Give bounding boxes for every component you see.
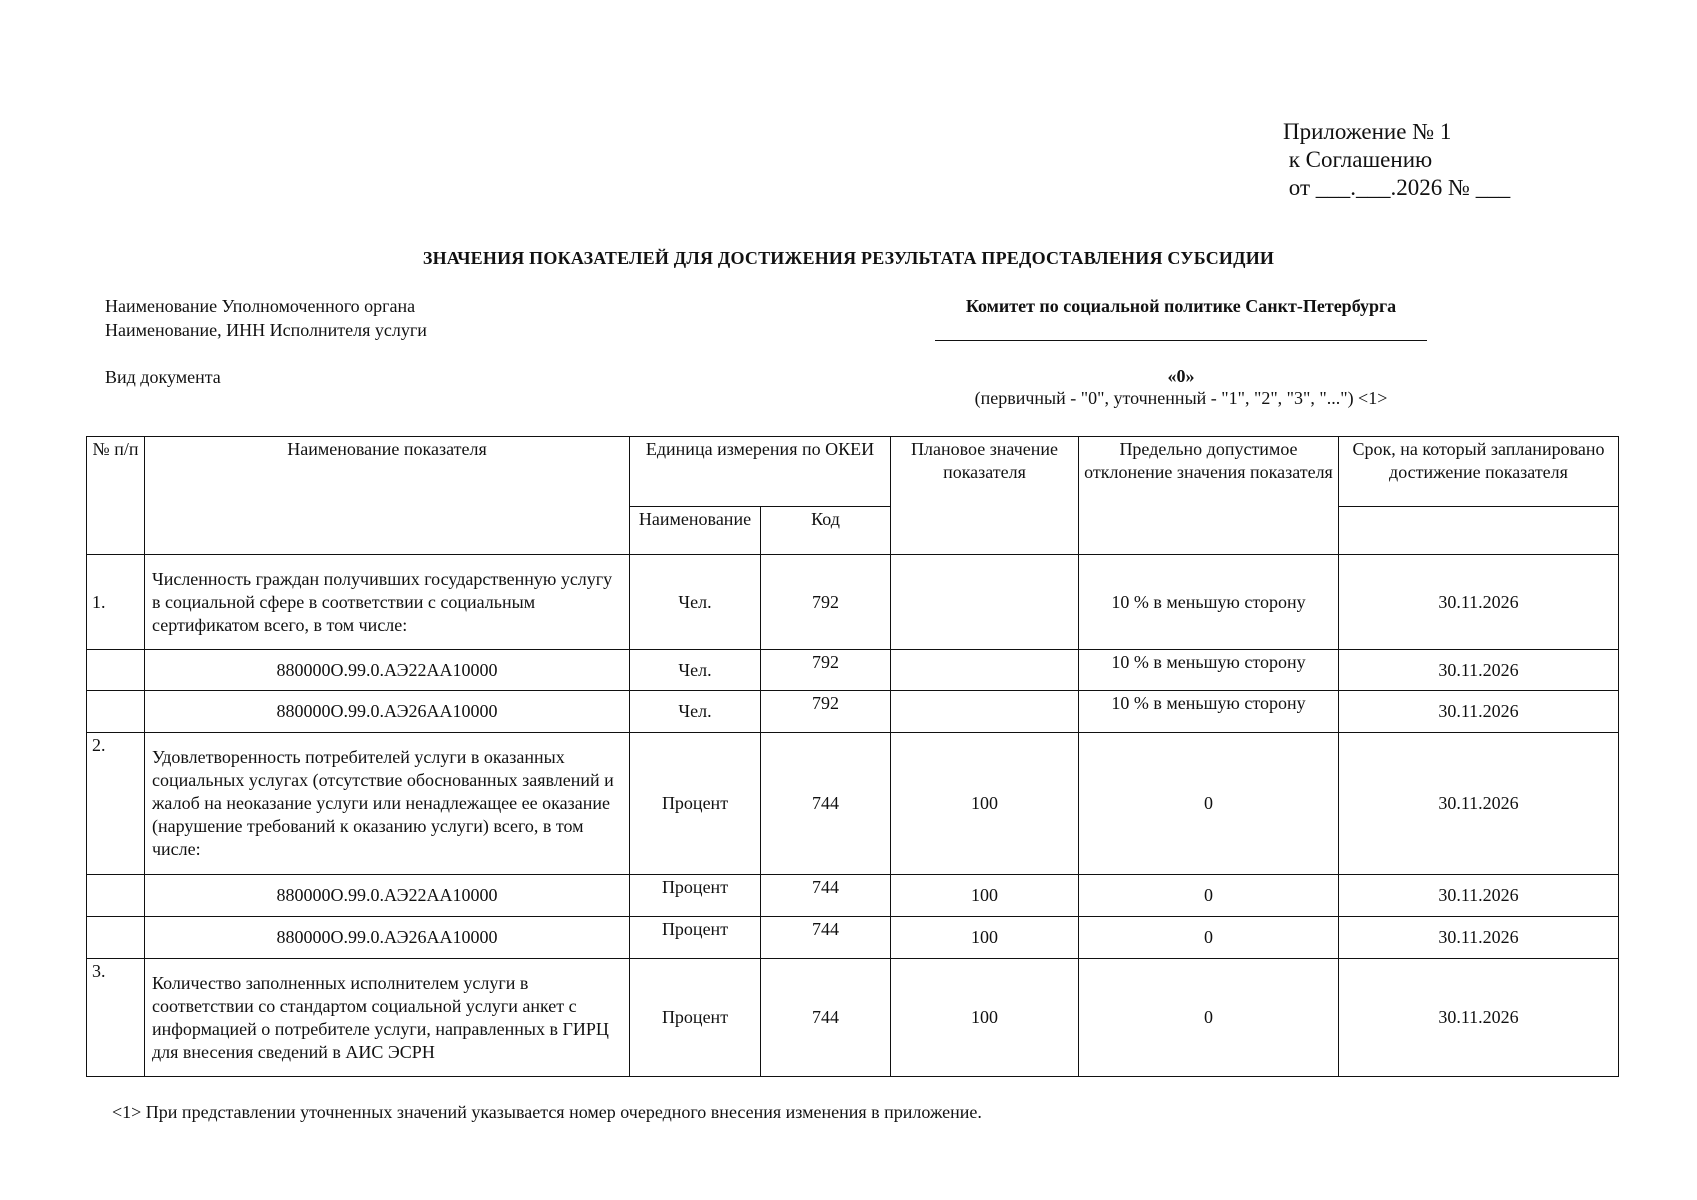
header-unit-name: Наименование xyxy=(630,507,761,555)
row-deviation: 10 % в меньшую сторону xyxy=(1079,691,1339,733)
row-name: Численность граждан получивших государственную услугу в социальной сфере в соответствии с социальным сертификатом всего, в том числе: xyxy=(145,555,630,650)
row-code: 792 xyxy=(761,691,891,733)
table-row xyxy=(87,650,1619,691)
appendix-line-1: Приложение № 1 xyxy=(1283,119,1452,144)
header-deadline-empty xyxy=(1339,507,1619,555)
row-deviation: 10 % в меньшую сторону xyxy=(1079,555,1339,650)
row-unit: Процент xyxy=(630,959,761,1077)
header-num: № п/п xyxy=(87,437,145,555)
header-name: Наименование показателя xyxy=(145,437,630,555)
table-row xyxy=(87,733,1619,875)
row-deviation: 0 xyxy=(1079,917,1339,959)
row-num: 1. xyxy=(87,555,145,650)
footnote: <1> При представлении уточненных значений указывается номер очередного внесения изменения в приложение. xyxy=(112,1102,982,1122)
row-deadline: 30.11.2026 xyxy=(1339,959,1619,1077)
executor-underline xyxy=(935,340,1427,341)
row-unit: Чел. xyxy=(630,555,761,650)
header-plan: Плановое значение показателя xyxy=(891,437,1079,555)
row-code: 792 xyxy=(761,555,891,650)
table-row xyxy=(87,959,1619,1077)
row-code: 744 xyxy=(761,959,891,1077)
row-deviation: 10 % в меньшую сторону xyxy=(1079,650,1339,691)
row-unit: Чел. xyxy=(630,650,761,691)
row-code: 744 xyxy=(761,917,891,959)
row-name: 880000О.99.0.АЭ26АА10000 xyxy=(145,917,630,959)
document-title: ЗНАЧЕНИЯ ПОКАЗАТЕЛЕЙ ДЛЯ ДОСТИЖЕНИЯ РЕЗУЛЬТАТА ПРЕДОСТАВЛЕНИЯ СУБСИДИИ xyxy=(422,248,1275,268)
authority-value: Комитет по социальной политике Санкт-Петербурга xyxy=(965,296,1397,316)
row-plan: 100 xyxy=(891,875,1079,917)
row-deadline: 30.11.2026 xyxy=(1339,917,1619,959)
header-deadline: Срок, на который запланировано достижение показателя xyxy=(1339,437,1619,507)
row-num xyxy=(87,917,145,959)
row-plan: 100 xyxy=(891,959,1079,1077)
header-deviation: Предельно допустимое отклонение значения показателя xyxy=(1079,437,1339,555)
table-row xyxy=(87,691,1619,733)
row-deadline: 30.11.2026 xyxy=(1339,691,1619,733)
row-code: 744 xyxy=(761,733,891,875)
row-num xyxy=(87,650,145,691)
row-plan: 100 xyxy=(891,733,1079,875)
row-code: 792 xyxy=(761,650,891,691)
row-deadline: 30.11.2026 xyxy=(1339,875,1619,917)
row-deviation: 0 xyxy=(1079,959,1339,1077)
row-deadline: 30.11.2026 xyxy=(1339,555,1619,650)
row-unit: Процент xyxy=(630,875,761,917)
doc-type-hint: (первичный - "0", уточненный - "1", "2", "3", "...") <1> xyxy=(974,388,1388,408)
row-unit: Процент xyxy=(630,917,761,959)
row-num: 2. xyxy=(87,733,145,875)
authority-label: Наименование Уполномоченного органа xyxy=(105,296,416,316)
row-plan xyxy=(891,650,1079,691)
row-deviation: 0 xyxy=(1079,733,1339,875)
table-row xyxy=(87,555,1619,650)
indicators-table xyxy=(86,436,1619,1077)
row-deviation: 0 xyxy=(1079,875,1339,917)
appendix-line-2: к Соглашению xyxy=(1283,147,1433,172)
doc-type-label: Вид документа xyxy=(105,367,221,387)
row-deadline: 30.11.2026 xyxy=(1339,650,1619,691)
header-unit-code: Код xyxy=(761,507,891,555)
appendix-line-3: от ___.___.2026 № ___ xyxy=(1283,175,1511,200)
row-name: 880000О.99.0.АЭ22АА10000 xyxy=(145,875,630,917)
row-plan xyxy=(891,555,1079,650)
row-code: 744 xyxy=(761,875,891,917)
table-row xyxy=(87,917,1619,959)
table-row xyxy=(87,875,1619,917)
row-unit: Чел. xyxy=(630,691,761,733)
row-unit: Процент xyxy=(630,733,761,875)
row-num xyxy=(87,875,145,917)
row-plan xyxy=(891,691,1079,733)
row-deadline: 30.11.2026 xyxy=(1339,733,1619,875)
row-num: 3. xyxy=(87,959,145,1077)
row-name: Количество заполненных исполнителем услуги в соответствии со стандартом социальной услуги анкет с информацией о потребителе услуги, направленных в ГИРЦ для внесения сведений в АИС ЭСРН xyxy=(145,959,630,1077)
row-name: 880000О.99.0.АЭ22АА10000 xyxy=(145,650,630,691)
row-name: Удовлетворенность потребителей услуги в оказанных социальных услугах (отсутствие обоснованных заявлений и жалоб на неоказание услуги или ненадлежащее ее оказание (нарушение требований к оказанию услуги) всего, в том числе: xyxy=(145,733,630,875)
doc-type-value: «0» xyxy=(1167,366,1195,386)
executor-label: Наименование, ИНН Исполнителя услуги xyxy=(105,320,427,340)
row-name: 880000О.99.0.АЭ26АА10000 xyxy=(145,691,630,733)
header-unit: Единица измерения по ОКЕИ xyxy=(630,437,891,507)
appendix-header xyxy=(1283,118,1510,202)
row-plan: 100 xyxy=(891,917,1079,959)
row-num xyxy=(87,691,145,733)
